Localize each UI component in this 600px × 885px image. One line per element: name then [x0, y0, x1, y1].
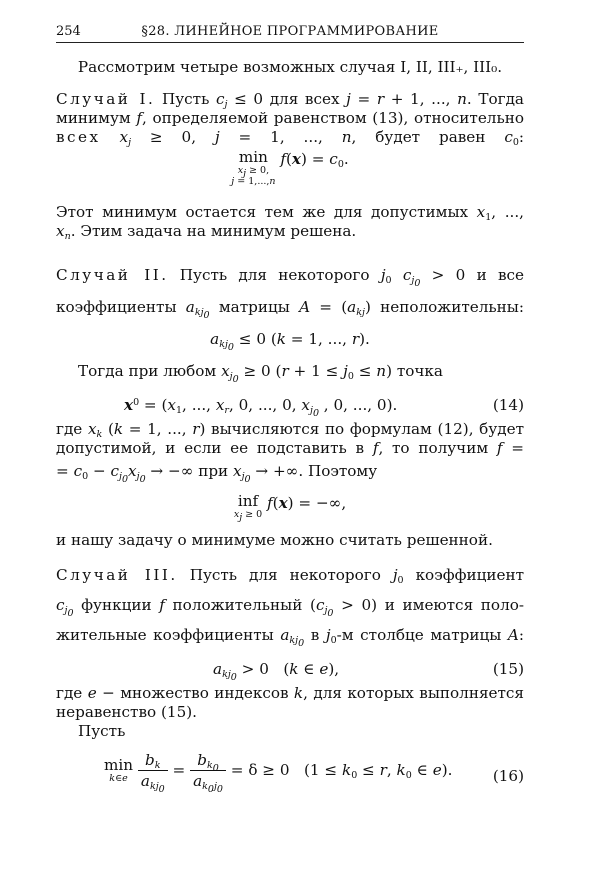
case1-heading: Случай I.	[56, 90, 156, 108]
case2-formula2: $x^0 = (x_1$, ..., $x_r$, 0, ..., 0, $x_{j_0}$ , 0, ..., 0).	[124, 396, 398, 419]
case3-line1: Случай III. Пусть для некоторого $j_0$ коэффициент	[56, 566, 525, 586]
case3-line3: жительные коэффициенты $a_{kj_0}$ в $j_0-м$ столбце матрицы A:	[56, 626, 524, 649]
page-number: 254	[56, 24, 81, 39]
case3-formula2: min k∈e $\frac{b_k}{a_{kj_0}}$ = $\frac{b_{k_0}}{a_{k_0j_0}}$ = δ ≥ 0 ($1 \le k_0 \le r$, $k_0$ ∈ e).	[104, 751, 453, 795]
case2-line7: и нашу задачу о минимуме можно считать решенной.	[56, 531, 493, 549]
case3-line4: где e − множество индексов k, для которых выполняется	[56, 684, 524, 702]
section-title: §28. ЛИНЕЙНОЕ ПРОГРАММИРОВАНИЕ	[141, 24, 439, 39]
case1-line3: всех $x_j \ge 0$, j = 1, ..., n, будет равен $c_0$:	[56, 128, 524, 148]
case1-line1: Случай I. Пусть $c_j \le 0$ для всех j = r + 1, ..., n. Тогда	[56, 90, 524, 110]
case3-line5: неравенство (15).	[56, 703, 197, 721]
case1-after-line2: $x_n$. Этим задача на минимум решена.	[56, 222, 357, 242]
case2-line5: допустимой, и если ее подставить в f, то получим f =	[56, 439, 525, 457]
running-header	[56, 24, 524, 43]
case1-line3-lead: всех	[56, 128, 101, 146]
case1-line2: минимум f, определяемой равенством (13), относительно	[56, 109, 524, 127]
case2-line3: Тогда при любом $x_{j_0} \ge 0$ $(r + 1 \le j_0 \le n)$ точка	[78, 362, 443, 385]
case3-line6: Пусть	[78, 722, 126, 740]
case3-line2: $c_{j_0}$ функции f положительный $(c_{j_0} > 0)$ и имеются поло-	[56, 596, 524, 619]
case2-line6: = $c_0 - c_{j_0}x_{j_0}$ → −∞ при $x_{j_0}$ → +∞. Поэтому	[56, 462, 378, 485]
equation-number-14: (14)	[492, 396, 524, 414]
case2-line2: коэффициенты $a_{kj_0}$ матрицы $A = (a_{kj})$ неположительны:	[56, 298, 525, 321]
case1-after-line1: Этот минимум остается тем же для допустимых $x_1$, ...,	[56, 203, 525, 223]
equation-number-16: (16)	[492, 767, 524, 785]
case3-heading: Случай III.	[56, 566, 178, 584]
case2-formula1: $a_{kj_0} \le 0$ (k = 1, ..., r).	[210, 330, 370, 353]
intro-text: Рассмотрим четыре возможных случая I, II, III₊, III₀.	[77, 58, 503, 76]
case2-line1: Случай II. Пусть для некоторого $j_0$ $c_{j_0} > 0$ и все	[56, 266, 525, 289]
case2-heading: Случай II.	[56, 266, 169, 284]
case2-line4: где $x_k$ (k = 1, ..., r) вычисляются по формулам (12), будет	[56, 420, 524, 440]
case3-formula1: $a_{kj_0} > 0$ (k ∈ e),	[213, 660, 340, 683]
case2-formula3: inf $x_j \ge 0$ f(x) = −∞,	[233, 492, 347, 523]
case3-formula2-row	[56, 752, 524, 804]
case1-formula: min $x_j \ge 0$, j = 1,...,n $f(x) = c_0$.	[231, 148, 349, 187]
equation-number-15: (15)	[492, 660, 524, 678]
